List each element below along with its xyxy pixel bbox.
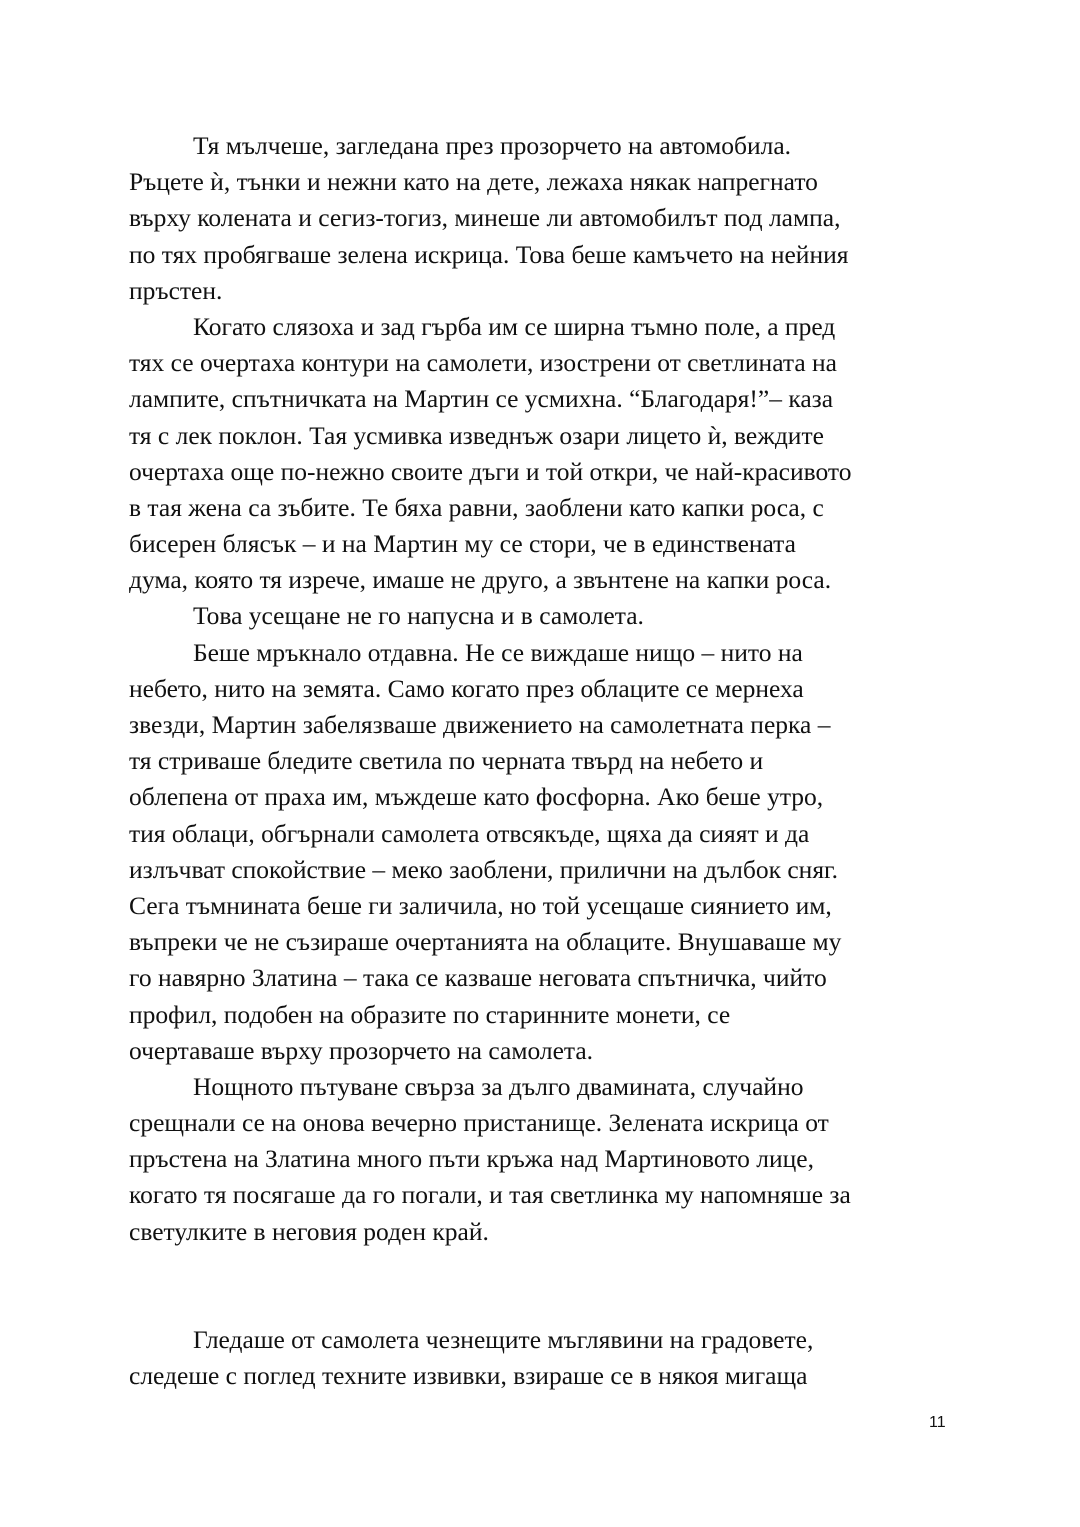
text-line: Беше мръкнало отдавна. Не се виждаше нищо – нито на	[193, 637, 803, 667]
text-line: Гледаше от самолета чезнещите мъглявини на градовете,	[193, 1325, 814, 1355]
text-line: Ръцете ѝ, тънки и нежни като на дете, лежаха някак напрегнато	[129, 167, 818, 197]
text-line: Когато слязоха и зад гърба им се ширна тъмно поле, а пред	[193, 311, 836, 341]
text-line: излъчват спокойствие – меко заоблени, прилични на дълбок сняг.	[129, 854, 839, 884]
text-line: звезди, Мартин забелязваше движението на самолетната перка –	[129, 710, 831, 739]
text-line: очертаха още по-нежно своите дъги и той откри, че най-красивото	[129, 456, 852, 486]
paragraph-2	[129, 309, 959, 599]
text-line: облепена от праха им, мъждеше като фосфорна. Ако беше утро,	[129, 782, 824, 812]
text-line: тия облаци, обгърнали самолета отвсякъде, щяха да сияят и да	[129, 818, 810, 848]
text-line: Това усещане не го напусна и в самолета.	[193, 601, 644, 631]
text-line: Нощното пътуване свърза за дълго двамината, случайно	[193, 1071, 804, 1101]
text-line: го навярно Златина – така се казваше неговата спътничка, чийто	[129, 963, 827, 993]
text-line: очертаваше върху прозорчето на самолета.	[129, 1035, 594, 1065]
page-number: 11	[929, 1414, 946, 1431]
text-line: Тя мълчеше, загледана през прозорчето на автомобила.	[193, 131, 792, 160]
section-gap	[129, 1250, 959, 1322]
paragraph-6	[129, 1322, 959, 1394]
paragraph-5	[129, 1069, 959, 1250]
text-line: по тях пробягваше зелена искрица. Това беше камъчето на нейния	[129, 239, 849, 269]
text-line: срещнали се на онова вечерно пристанище. Зелената искрица от	[129, 1108, 829, 1138]
text-line: светулките в неговия роден край.	[129, 1216, 489, 1246]
text-line: тя стриваше бледите светила по черната твърд на небето и	[129, 746, 764, 776]
text-line: пръстена на Златина много пъти кръжа над Мартиновото лице,	[129, 1144, 814, 1174]
text-line: тя с лек поклон. Тая усмивка изведнъж озари лицето ѝ, веждите	[129, 420, 824, 450]
text-line: когато тя посягаше да го погали, и тая светлинка му напомняше за	[129, 1180, 851, 1210]
text-line: бисерен блясък – и на Мартин му се стори, че в единствената	[129, 529, 796, 559]
text-line: небето, нито на земята. Само когато през облаците се мернеха	[129, 673, 804, 703]
text-line: върху колената и сегиз-тогиз, минеше ли автомобилът под лампа,	[129, 203, 841, 233]
text-line: тях се очертаха контури на самолети, изострени от светлината на	[129, 348, 837, 378]
body-text	[129, 128, 959, 1395]
paragraph-3	[129, 598, 959, 634]
text-line: пръстен.	[129, 275, 223, 305]
text-line: в тая жена са зъбите. Те бяха равни, заоблени като капки роса, с	[129, 492, 824, 522]
text-line: лампите, спътничката на Мартин се усмихна. “Благодаря!”– каза	[129, 384, 834, 414]
text-line: дума, която тя изрече, имаше не друго, а звънтене на капки роса.	[129, 565, 832, 595]
paragraph-1	[129, 128, 959, 309]
text-line: профил, подобен на образите по старинните монети, се	[129, 999, 731, 1029]
text-line: следеше с поглед техните извивки, взираше се в някоя мигаща	[129, 1361, 808, 1391]
paragraph-4	[129, 635, 959, 1069]
text-line: въпреки че не съзираше очертанията на облаците. Внушаваше му	[129, 927, 842, 957]
text-line: Сега тъмнината беше ги заличила, но той усещаше сиянието им,	[129, 890, 832, 920]
